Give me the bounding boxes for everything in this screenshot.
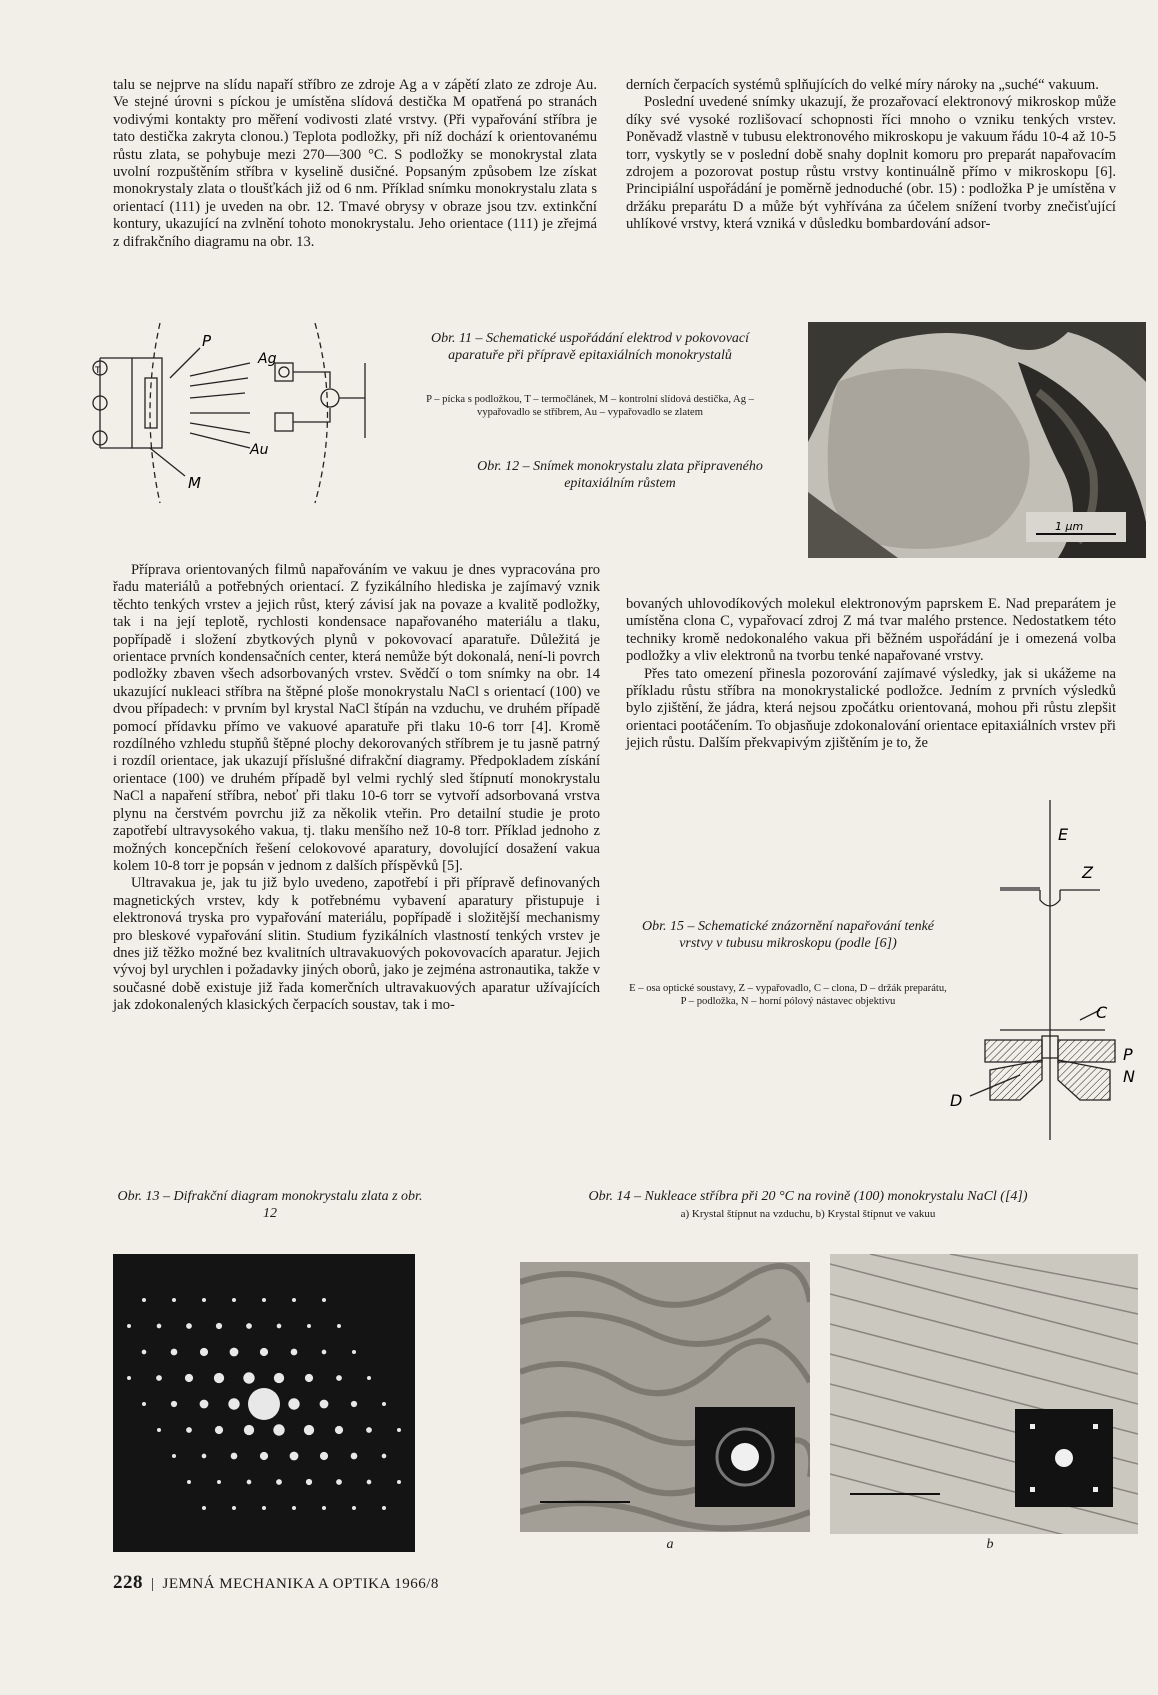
diffraction-spot [337,1324,341,1328]
diffraction-spot [351,1401,357,1407]
paragraph: Příprava orientovaných filmů napařováním ve vakuu je dnes vypracována pro řadu materiálů a potřebných orientací. Z fyzikálního hlediska je zajímavý vznik těchto tenkých vrstev a jejich růst, který závisí jak na povaze a kvalitě podložky, tak i na její teplotě, rychlosti kondensace napařovaného materiálu a tlaku, popřípadě i složení zbytkových plynů v pokovovací aparatuře. Důležitá je orientace prvních kondensačních center, která nemůže být dokonalá, není-li povrch podložky zbaven všech adsorbovaných vrstev. Svědčí o tom snímky na obr. 14 ukazující nukleaci stříbra na štěpné ploše monokrystalu NaCl s orientací (100) ve dvou případech: v prvním byl krystal NaCl štípán na vzduchu, ve druhém případě pomocí přídavku přímo ve vakuové aparatuře při tlaku 10-6 torr [4]. Kromě rozdílného vzhledu stupňů štěpné plochy dekorovaných stříbrem je tu jasně patrný i rozdíl orientace, jak ukazují příslušné difrakční diagramy. Předpokladem získání orientace (100) ve druhém případě byl velmi rychlý sled štípnutí monokrystalu NaCl a napaření stříbra, neboť při tlaku 10-6 torr se vytvoří adsorbovaná vrstva plynu na čerstvém povrchu již za několik vteřin. Pro detailní studie je proto zapotřebí ultravysokého vakua, tj. tlaku menšího než 10-8 torr. Příklad jednoho z možných koncepčních řešení celokovové aparatury, dovolující dosažení vakua kolem 10-8 torr je popsán v jednom z dalších příspěvků [5]. [113,562,600,874]
diffraction-spot [292,1298,296,1302]
label-t: T [95,366,101,376]
diffraction-spot [322,1506,326,1510]
diffraction-spot [288,1398,299,1409]
footer-separator: | [151,1576,155,1592]
fig14-caption: Obr. 14 – Nukleace stříbra při 20 °C na rovině (100) monokrystalu NaCl ([4]) [588,1189,1028,1204]
diffraction-spot [142,1402,146,1406]
diffraction-spot [214,1373,224,1383]
label-z: Z [1082,863,1093,882]
diffraction-spot [232,1506,236,1510]
diffraction-spot [247,1480,252,1485]
diffraction-spot [244,1425,254,1435]
fig15-caption: Obr. 15 – Schematické znázornění napařování tenké vrstvy v tubusu mikroskopu (podle [6]) [642,919,934,951]
fig14a-photo [520,1262,810,1532]
diffraction-spot [228,1398,239,1409]
diffraction-spot [320,1452,328,1460]
diffraction-spot [304,1425,314,1435]
journal-name: JEMNÁ MECHANIKA A OPTIKA 1966/8 [162,1576,439,1592]
diffraction-spot [202,1454,207,1459]
diffraction-spot [290,1452,299,1461]
diffraction-spot [274,1373,284,1383]
diffraction-spot [382,1402,386,1406]
fig15-diagram [940,800,1140,1145]
paragraph: Přes tato omezení přinesla pozorování zajímavé výsledky, jak si ukážeme na příkladu růstu stříbra na monokrystalické podložce. Jedním z prvních výsledků bylo zjištění, že jádra, která nejsou zpočátku orientovaná, mohou při růstu zlepšit orientaci pootáčením. To objasňuje zdokonalování orientace epitaxiálních vrstev při jejich růstu. Dalším překvapivým zjištěním je to, že [626,665,1116,752]
diffraction-spot [322,1350,327,1355]
diffraction-spot [335,1426,343,1434]
fig14-legend: a) Krystal štípnut na vzduchu, b) Krystal štípnut ve vakuu [680,1208,936,1220]
diffraction-spot [157,1428,161,1432]
diffraction-spot [200,1348,208,1356]
label-c: C [1096,1003,1108,1022]
middle-right-column [626,596,1116,753]
diffraction-spot [336,1375,342,1381]
diffraction-spot [307,1324,311,1328]
middle-left-column [113,562,600,1015]
fig11-legend: P – pícka s podložkou, T – termočlánek, M – kontrolní slídová destička, Ag – vypařovadlo se stříbrem, Au – vypařovadlo se zlatem [426,394,754,418]
diffraction-spot [397,1428,401,1432]
diffraction-spot [367,1376,371,1380]
diffraction-spot [291,1349,298,1356]
diffraction-spot [273,1424,284,1435]
diffraction-spot [142,1350,147,1355]
diffraction-spot [172,1454,176,1458]
label-d: D [950,1091,963,1110]
diffraction-spot [305,1374,313,1382]
diffraction-spot [142,1298,146,1302]
diffraction-spot [260,1348,268,1356]
diffraction-spot [397,1480,401,1484]
diffraction-spot [202,1298,206,1302]
page-footer [113,1572,439,1594]
paragraph: bovaných uhlovodíkových molekul elektronovým paprskem E. Nad preparátem je umístěna clona C, vypařovací zdroj Z má tvar malého prstence. Nedostatkem této techniky kromě nedokonalého vakua při běžném uspořádání je i omezená volba podložky a vliv elektronů na tvorbu tenké napařované vrstvy. [626,596,1116,665]
diffraction-spot [367,1480,372,1485]
fig11-diagram [90,318,425,508]
fig13-caption: Obr. 13 – Difrakční diagram monokrystalu zlata z obr. 12 [117,1189,423,1221]
fig14b-label: b [986,1537,994,1552]
fig14b-photo [830,1254,1138,1534]
paragraph: Ultravakua je, jak tu již bylo uvedeno, zapotřebí i při přípravě definovaných magnetických vrstev, kdy k potřebnému vybavení aparatury přistupuje i elektronová tryska pro vypařování materiálu, popřípadě i složitější mechanismy pro bleskové vypařování slitin. Studium fyzikálních vlastností tenkých vrstev je dnes již těžko možné bez kvalitních ultravakuových pokovovacích aparatur. Jejich vývoj byl urychlen i požadavky jiných oborů, jako je zejména astronautika, takže v současné době existuje již řada komerčních ultravakuových aparatur užívajících jak zdokonalených klasických čerpacích soustav, tak i mo- [113,875,600,1014]
label-n: N [1123,1067,1135,1086]
diffraction-spot [246,1323,252,1329]
diffraction-spot [352,1506,356,1510]
diffraction-spot [248,1388,280,1420]
diffraction-spot [186,1323,192,1329]
diffraction-spot [200,1400,209,1409]
diffraction-spot [171,1401,177,1407]
fig14a-label: a [666,1537,674,1552]
diffraction-spot [366,1427,372,1433]
fig11-caption: Obr. 11 – Schematické uspořádání elektrod v pokovovací aparatuře při přípravě epitaxiálních monokrystalů [430,331,750,363]
diffraction-spot [127,1376,131,1380]
diffraction-spot [217,1480,221,1484]
fig13-photo [113,1254,415,1552]
page-number: 228 [113,1572,143,1593]
diffraction-spot [157,1324,162,1329]
diffraction-spot [276,1479,282,1485]
fig12-caption: Obr. 12 – Snímek monokrystalu zlata připraveného epitaxiálním růstem [477,459,763,491]
diffraction-spot [320,1400,329,1409]
top-left-column [113,77,597,251]
diffraction-spot [215,1426,223,1434]
diffraction-spot [156,1375,162,1381]
fig13-diffraction-svg [113,1254,415,1552]
diffraction-spot [260,1452,268,1460]
diffraction-spot [243,1372,254,1383]
diffraction-spot [216,1323,222,1329]
diffraction-spot [292,1506,296,1510]
diffraction-spot [231,1453,238,1460]
top-right-column [626,77,1116,234]
fig12-scale: 1 μm [1055,520,1084,533]
label-au: Au [250,442,269,458]
paragraph: derních čerpacích systémů splňujících do velké míry nároky na „suché“ vakuum. [626,77,1099,93]
label-p: P [1123,1045,1133,1064]
diffraction-spot [186,1427,192,1433]
diffraction-spot [351,1453,358,1460]
diffraction-spot [306,1479,312,1485]
label-ag: Ag [258,351,277,367]
diffraction-spot [171,1349,178,1356]
diffraction-spot [232,1298,236,1302]
label-p: P [202,332,212,350]
diffraction-spot [172,1298,176,1302]
label-m: M [188,474,201,492]
diffraction-spot [352,1350,356,1354]
diffraction-spot [230,1348,239,1357]
fig15-legend: E – osa optické soustavy, Z – vypařovadlo, C – clona, D – držák preparátu, P – podložka, N – horní pólový nástavec objektivu [629,983,947,1007]
label-e: E [1058,825,1069,844]
diffraction-spot [202,1506,206,1510]
paragraph: Poslední uvedené snímky ukazují, že prozařovací elektronový mikroskop může díky své vysoké rozlišovací schopnosti říci mnoho o vzniku tenkých vrstev. Poněvadž vlastně v tubusu elektronového mikroskopu je vakuum řádu 10-4 až 10-5 torr, vyskytly se v poslední době snahy doplnit komoru pro preparát napařovacím zdrojem a pozorovat postup růstu vrstvy kontinuálně přímo v mikroskopu [6]. Principiální uspořádání je poměrně jednoduché (obr. 15) : podložka P je umístěna v držáku preparátu D a může být vyhřívána za účelem snížení tvorby znečisťující uhlíkové vrstvy, která vzniká v důsledku bombardování adsor- [626,94,1116,233]
diffraction-spot [187,1480,191,1484]
diffraction-spot [277,1324,282,1329]
diffraction-spot [185,1374,193,1382]
paragraph: talu se nejprve na slídu napaří stříbro ze zdroje Ag a v zápětí zlato ze zdroje Au. Ve stejné úrovni s píckou je umístěna slídová destička M opatřená po stranách vodivými kontakty pro měření vodivosti zlaté vrstvy. (Při vypařování stříbra je tato destička zakryta clonou.) Teplota podložky, při níž dochází k orientovanému růstu zlata, se pohybuje mezi 270—300 °C. S podložky se monokrystal zlata uvolní rozpuštěním stříbra v kyselině dusičné. Popsaným způsobem lze získat monokrystaly zlata o tloušťkách již od 6 nm. Příklad snímku monokrystalu zlata s orientací (111) je uveden na obr. 12. Tmavé obrysy v obraze jsou tzv. extinkční kontury, ukazující na zvlnění tohoto monokrystalu. Jeho orientace (111) je zřejmá z difrakčního diagramu na obr. 13. [113,77,597,250]
diffraction-spot [382,1454,387,1459]
diffraction-spot [382,1506,386,1510]
diffraction-spot [127,1324,131,1328]
diffraction-spot [336,1479,342,1485]
diffraction-spot [322,1298,326,1302]
diffraction-spot [262,1298,266,1302]
diffraction-spot [262,1506,266,1510]
fig12-photo [808,322,1146,558]
